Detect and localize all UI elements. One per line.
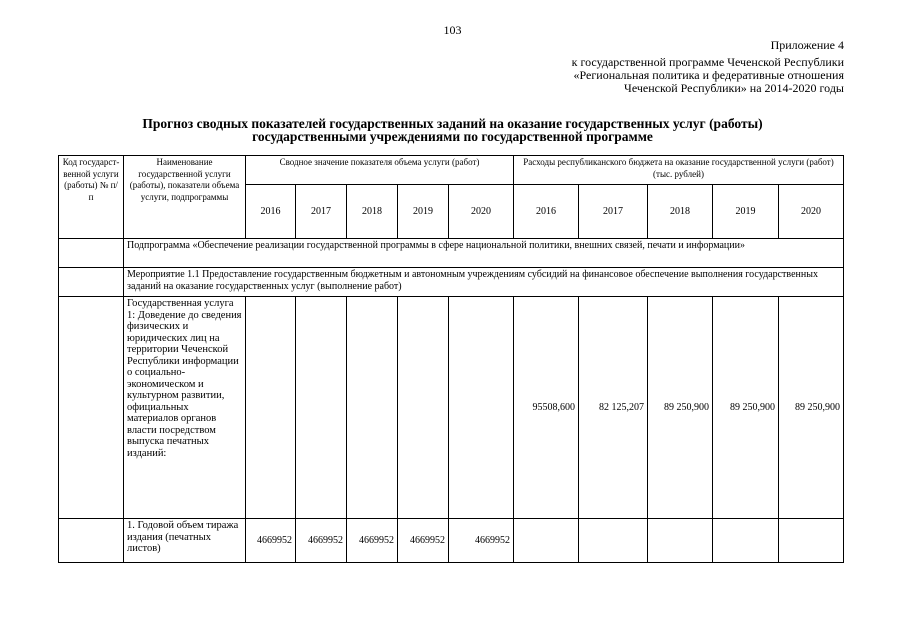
header-volume-year: 2019 (398, 185, 449, 239)
document-title (0, 117, 905, 143)
expense-value: 95508,600 (514, 297, 579, 519)
header-name: Наименование государственной услуги (работы), показатели объема услуги, подпрограммы (124, 156, 246, 239)
measure-title: Мероприятие 1.1 Предоставление государственным бюджетным и автономным учреждениям субсидий на финансовое обеспечение выполнения государственных заданий на оказание государственных услуг (выполнение работ) (124, 268, 844, 297)
annex-block (572, 39, 844, 95)
expense-value: 89 250,900 (713, 297, 779, 519)
annex-line: «Региональная политика и федеративные отношения (573, 68, 844, 82)
header-volume-year: 2017 (296, 185, 347, 239)
indicator-name: 1. Годовой объем тиража издания (печатных листов) (124, 519, 246, 563)
volume-value: 4669952 (347, 519, 398, 563)
expense-value: 89 250,900 (779, 297, 844, 519)
empty-cell (779, 519, 844, 563)
header-expense-year: 2018 (648, 185, 713, 239)
empty-cell (246, 297, 296, 519)
annex-title: Приложение 4 (770, 38, 844, 52)
empty-cell (579, 519, 648, 563)
header-volume-year: 2018 (347, 185, 398, 239)
document-title-line: государственными учреждениями по государственной программе (252, 129, 653, 144)
empty-cell (514, 519, 579, 563)
header-expense-group: Расходы республиканского бюджета на оказание государственной услуги (работ) (тыс. рублей) (514, 156, 844, 185)
header-expense-year: 2020 (779, 185, 844, 239)
table-row (59, 519, 844, 563)
annex-line: к государственной программе Чеченской Республики (571, 55, 844, 69)
annex-line: Чеченской Республики» на 2014-2020 годы (624, 81, 844, 95)
empty-cell (347, 297, 398, 519)
header-volume-year: 2016 (246, 185, 296, 239)
header-volume-group: Сводное значение показателя объема услуги (работ) (246, 156, 514, 185)
page-number: 103 (443, 23, 462, 37)
empty-cell (648, 519, 713, 563)
service-name: Государственная услуга 1: Доведение до сведения физических и юридических лиц на территории Чеченской Республики информации о социально-экономическом и культурном развитии, официальных материалов органов власти посредством выпуска печатных изданий: (124, 297, 246, 519)
subprogram-title: Подпрограмма «Обеспечение реализации государственной программы в сфере национальной политики, внешних связей, печати и информации» (124, 239, 844, 268)
volume-value: 4669952 (246, 519, 296, 563)
empty-cell (449, 297, 514, 519)
volume-value: 4669952 (398, 519, 449, 563)
table-row (59, 297, 844, 519)
header-code: Код государст-венной услуги (работы) № п/п (59, 156, 124, 239)
header-expense-year: 2017 (579, 185, 648, 239)
empty-cell (398, 297, 449, 519)
header-expense-year: 2016 (514, 185, 579, 239)
volume-value: 4669952 (296, 519, 347, 563)
empty-cell (59, 239, 124, 268)
expense-value: 89 250,900 (648, 297, 713, 519)
document-title-line: Прогноз сводных показателей государственных заданий на оказание государственных услуг (работы) (142, 116, 763, 131)
empty-cell (713, 519, 779, 563)
forecast-table (58, 155, 844, 563)
empty-cell (59, 297, 124, 519)
empty-cell (59, 519, 124, 563)
table-row (59, 268, 844, 297)
expense-value: 82 125,207 (579, 297, 648, 519)
header-volume-year: 2020 (449, 185, 514, 239)
header-expense-year: 2019 (713, 185, 779, 239)
table-row (59, 239, 844, 268)
empty-cell (296, 297, 347, 519)
empty-cell (59, 268, 124, 297)
volume-value: 4669952 (449, 519, 514, 563)
